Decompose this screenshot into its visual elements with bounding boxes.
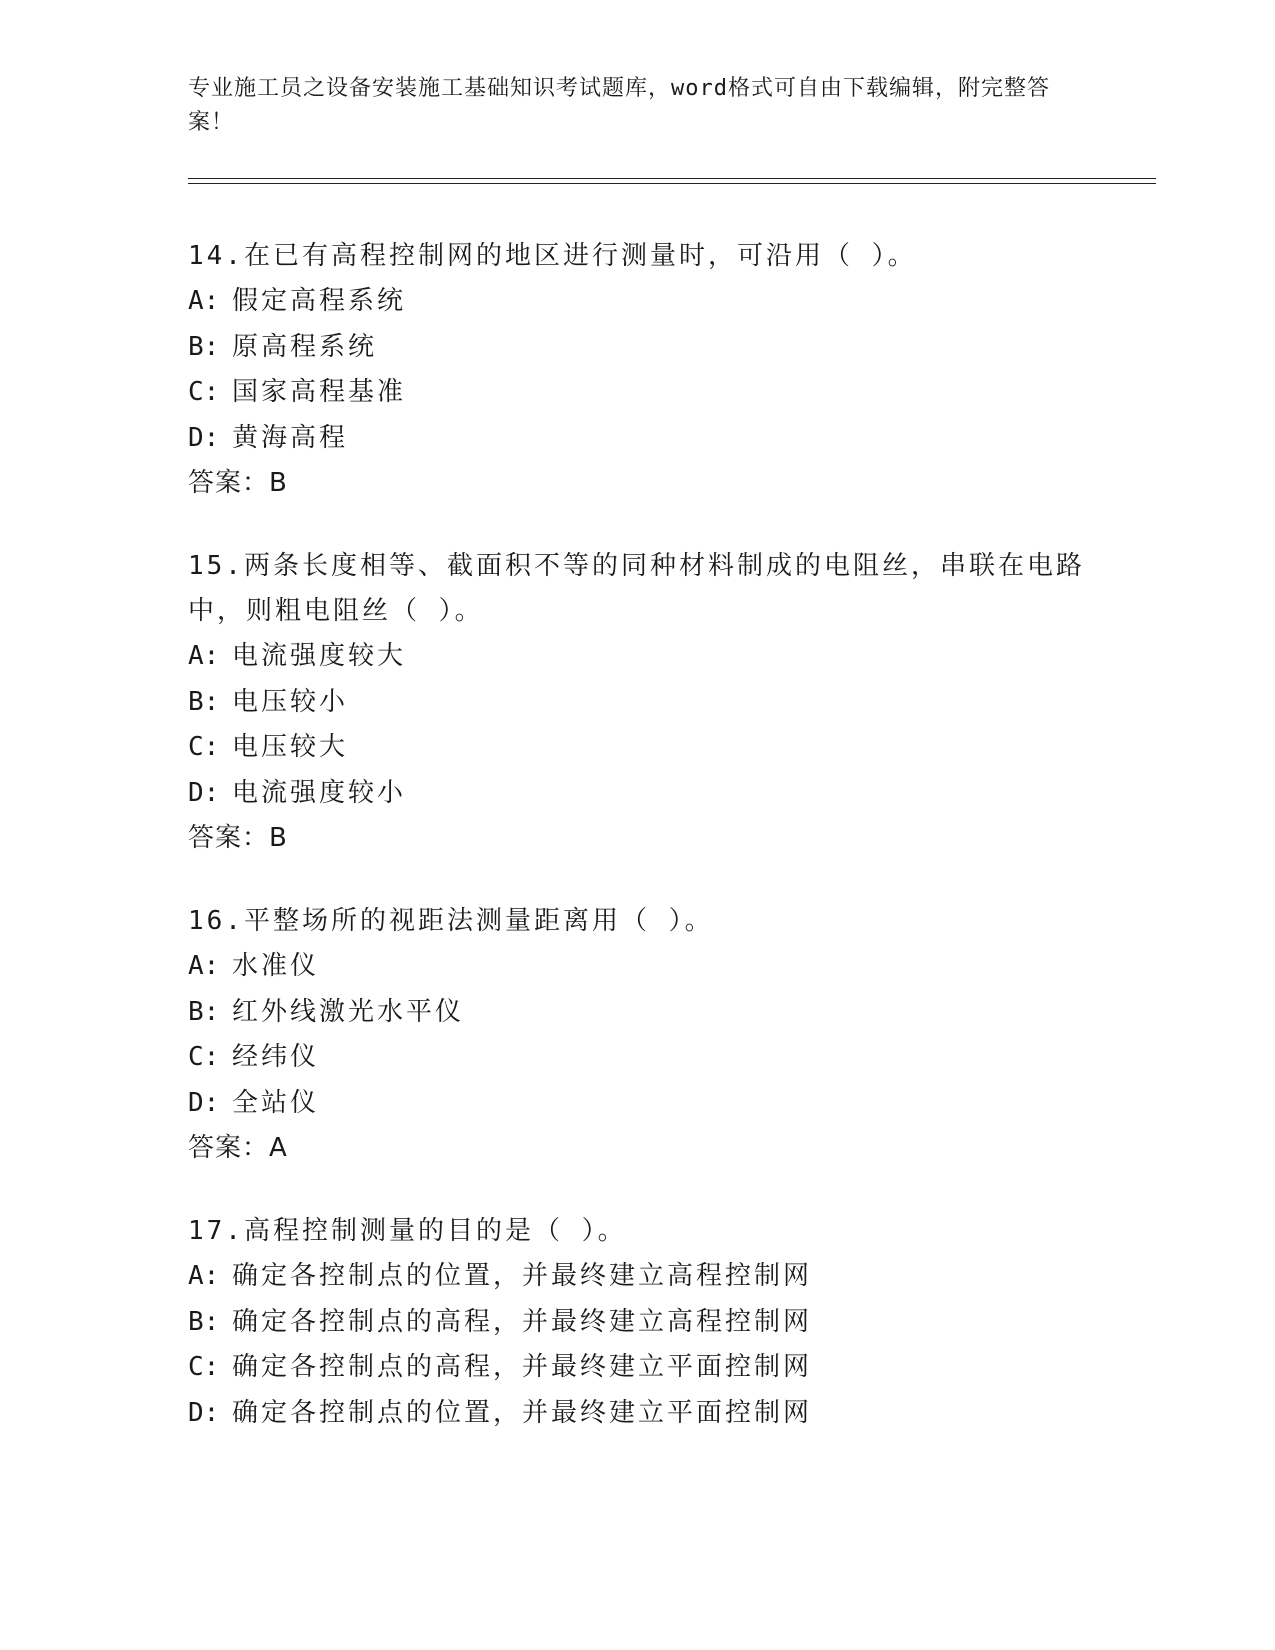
option-letter: B:: [188, 996, 220, 1027]
option-letter: D:: [188, 1397, 220, 1428]
option-a: [188, 634, 1088, 680]
question-stem: 15.两条长度相等、截面积不等的同种材料制成的电阻丝，串联在电路中，则粗电阻丝（ ）。: [188, 551, 1085, 626]
option-text: 全站仪: [232, 1087, 320, 1118]
question-list: [188, 234, 1088, 1474]
option-text: 水准仪: [232, 951, 320, 981]
option-text: 国家高程基准: [232, 377, 407, 407]
option-letter: A:: [188, 641, 220, 671]
question-14: [188, 234, 1088, 506]
option-letter: A:: [188, 951, 220, 981]
option-letter: D:: [188, 422, 220, 453]
option-text: 电压较小: [232, 686, 349, 717]
option-letter: C:: [188, 1042, 220, 1072]
option-d: [188, 1391, 1088, 1437]
option-c: [188, 725, 1088, 771]
question-stem: 14.在已有高程控制网的地区进行测量时，可沿用（ ）。: [188, 241, 917, 271]
option-letter: A:: [188, 1261, 220, 1291]
option-text: 黄海高程: [232, 422, 349, 453]
option-letter: C:: [188, 377, 220, 407]
option-text: 经纬仪: [232, 1042, 320, 1072]
option-c: [188, 1035, 1088, 1081]
option-a: [188, 944, 1088, 990]
option-text: 确定各控制点的位置，并最终建立高程控制网: [232, 1261, 813, 1291]
option-text: 确定各控制点的高程，并最终建立高程控制网: [232, 1306, 813, 1337]
option-text: 电流强度较小: [232, 777, 407, 808]
option-b: [188, 680, 1088, 726]
option-text: 确定各控制点的高程，并最终建立平面控制网: [232, 1352, 813, 1382]
option-b: [188, 1300, 1088, 1346]
option-letter: A:: [188, 286, 220, 316]
option-text: 确定各控制点的位置，并最终建立平面控制网: [232, 1397, 813, 1428]
question-stem: 17.高程控制测量的目的是（ ）。: [188, 1216, 627, 1246]
option-text: 电流强度较大: [232, 641, 407, 671]
option-d: [188, 771, 1088, 817]
option-c: [188, 370, 1088, 416]
option-text: 红外线激光水平仪: [232, 996, 465, 1027]
option-letter: B:: [188, 331, 220, 362]
answer-line: 答案：B: [188, 468, 288, 498]
option-letter: C:: [188, 1352, 220, 1382]
option-text: 原高程系统: [232, 331, 378, 362]
question-17: [188, 1209, 1088, 1436]
header-divider: [188, 178, 1156, 184]
option-a: [188, 279, 1088, 325]
question-16: [188, 899, 1088, 1171]
option-d: [188, 416, 1088, 462]
option-letter: D:: [188, 777, 220, 808]
option-b: [188, 325, 1088, 371]
option-text: 假定高程系统: [232, 286, 407, 316]
option-letter: B:: [188, 1306, 220, 1337]
option-d: [188, 1081, 1088, 1127]
option-letter: B:: [188, 686, 220, 717]
option-letter: D:: [188, 1087, 220, 1118]
option-a: [188, 1254, 1088, 1300]
option-b: [188, 990, 1088, 1036]
document-header: 专业施工员之设备安装施工基础知识考试题库，word格式可自由下载编辑，附完整答案！: [188, 76, 1050, 135]
option-c: [188, 1345, 1088, 1391]
answer-line: 答案：B: [188, 823, 288, 853]
option-letter: C:: [188, 732, 220, 762]
question-stem: 16.平整场所的视距法测量距离用（ ）。: [188, 906, 714, 936]
question-15: [188, 544, 1088, 861]
option-text: 电压较大: [232, 732, 349, 762]
answer-line: 答案：A: [188, 1133, 288, 1163]
